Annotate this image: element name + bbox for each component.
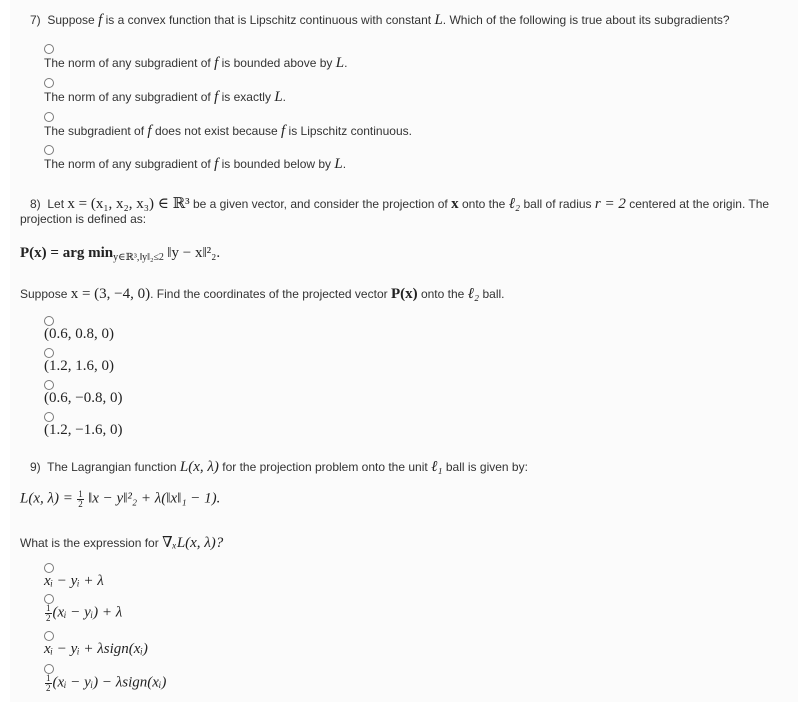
q7-option-2-radio[interactable] [44,78,54,88]
q7-option-4[interactable]: The norm of any subgradient of f is bounded below by L. [44,156,347,172]
q9-option-1-radio[interactable] [44,563,54,573]
q9-prompt: 9) The Lagrangian function L(x, λ) for the projection problem onto the unit ℓ₁ ball is given by: [30,459,528,475]
q8-option-1[interactable]: (0.6, 0.8, 0) [44,326,114,342]
q7-prompt: 7) Suppose f is a convex function that is Lipschitz continuous with constant L. Which of the following is true about its subgradients? [30,12,730,28]
q9-lagrangian-formula: L(x, λ) = $\frac{1}{2}$ ‖x − y‖²₂ + λ(‖x‖₁ − 1). [20,489,221,509]
q8-suppose: Suppose x = (3, −4, 0). Find the coordinates of the projected vector P(x) onto the ℓ₂ ball. [20,286,505,302]
q8-option-3-radio[interactable] [44,380,54,390]
q7-option-1[interactable]: The norm of any subgradient of f is bounded above by L. [44,55,348,71]
q8-option-4-radio[interactable] [44,412,54,422]
q8-option-4[interactable]: (1.2, −1.6, 0) [44,422,123,438]
q7-option-1-radio[interactable] [44,44,54,54]
q9-question: What is the expression for ∇ₓL(x, λ)? [20,535,224,551]
q8-option-3[interactable]: (0.6, −0.8, 0) [44,390,123,406]
q7-option-3-radio[interactable] [44,112,54,122]
q9-option-1[interactable]: xᵢ − yᵢ + λ [44,573,104,589]
q9-option-3[interactable]: xᵢ − yᵢ + λsign(xᵢ) [44,641,148,657]
q9-option-4[interactable]: $\frac{1}{2}$ (xᵢ − yᵢ) − λsign(xᵢ) [46,673,167,693]
q8-option-1-radio[interactable] [44,316,54,326]
q9-option-2[interactable]: $\frac{1}{2}$ (xᵢ − yᵢ) + λ [46,603,123,623]
q9-option-3-radio[interactable] [44,631,54,641]
q7-option-4-radio[interactable] [44,145,54,155]
q8-option-2[interactable]: (1.2, 1.6, 0) [44,358,114,374]
q8-projection-formula: P(x) = arg $\min_{y\in ℝ^3,‖y‖_2\le 2}$ ‖y − x‖²₂. [20,245,221,263]
q8-prompt-line2: projection is defined as: [20,212,147,226]
q7-option-3[interactable]: The subgradient of f does not exist because f is Lipschitz continuous. [44,123,412,139]
q8-option-2-radio[interactable] [44,348,54,358]
q7-option-2[interactable]: The norm of any subgradient of f is exactly L. [44,89,287,105]
q8-prompt: 8) Let x = (x₁, x₂, x₃) ∈ ℝ³ be a given vector, and consider the projection of x onto the ℓ₂ ball of radius r = 2 centered at the origin. The [30,196,770,212]
